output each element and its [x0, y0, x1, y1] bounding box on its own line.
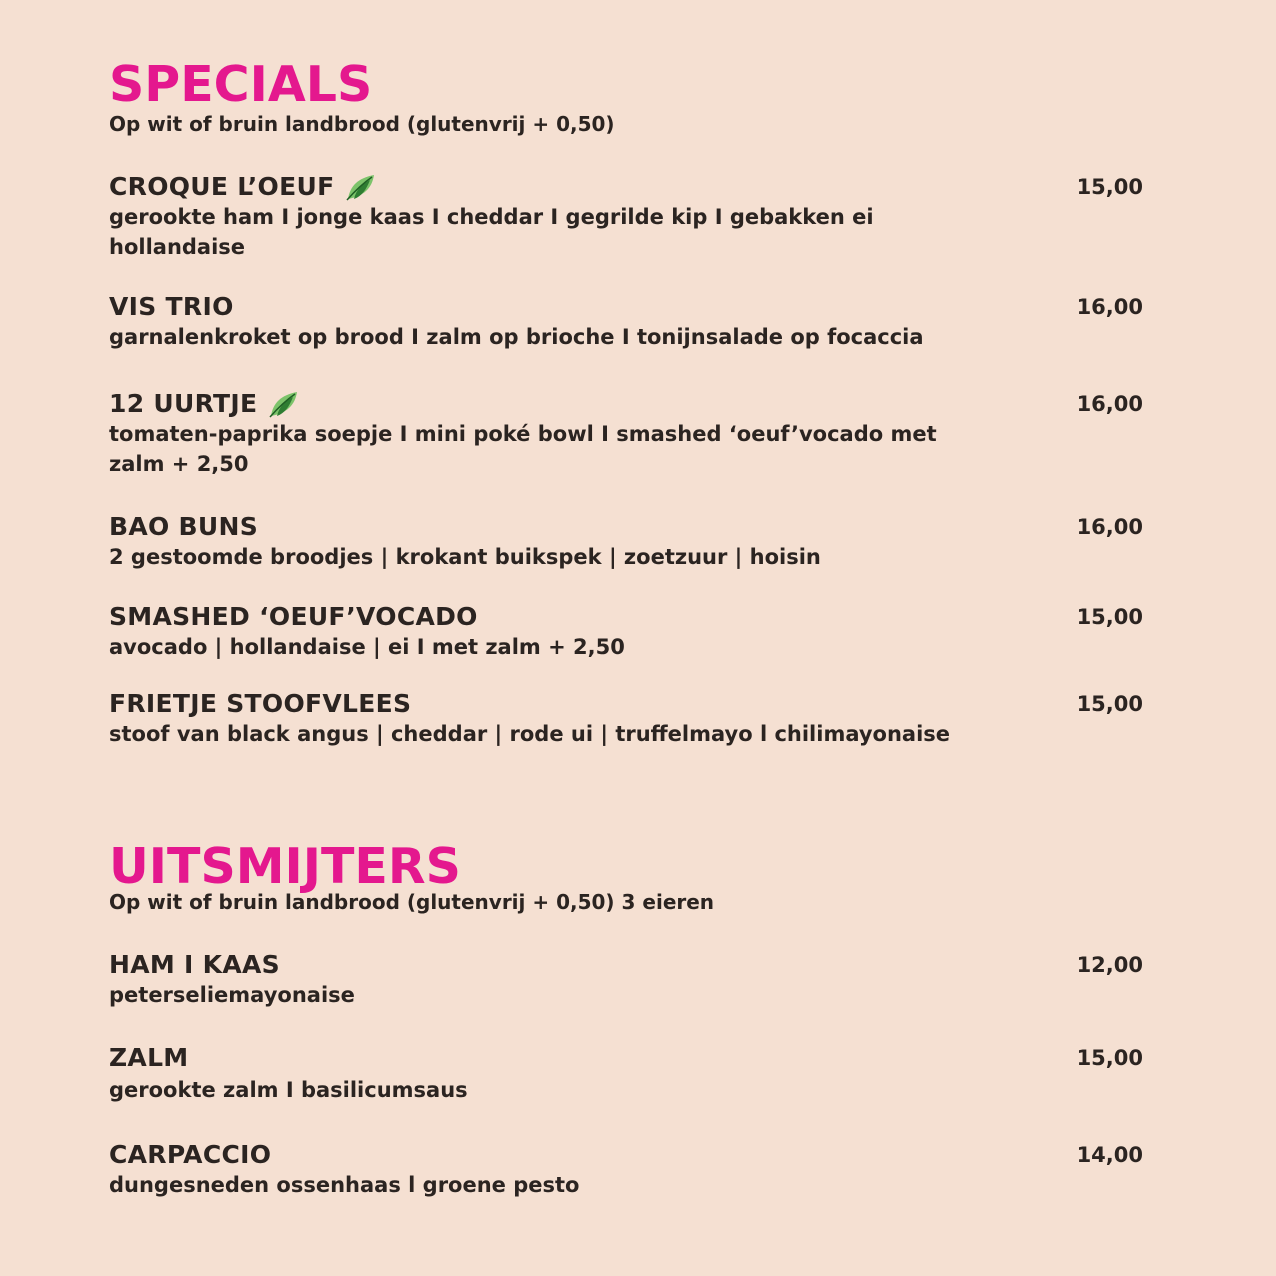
menu-item-12-uurtje: [109, 389, 1169, 479]
item-name: HAM I KAAS: [109, 950, 280, 979]
menu-item-bao-buns: [109, 512, 1169, 572]
item-name: BAO BUNS: [109, 512, 259, 541]
item-description: garnalenkroket op brood I zalm op brioche I tonijnsalade op focaccia: [109, 325, 924, 349]
item-description: peterseliemayonaise: [109, 983, 355, 1007]
menu-item-vis-trio: [109, 292, 1169, 352]
item-price: 15,00: [1076, 692, 1143, 716]
leaf-icon: [267, 389, 301, 419]
item-price: 16,00: [1076, 295, 1143, 319]
uitsmijters-title: UITSMIJTERS: [109, 838, 461, 895]
item-name: 12 UURTJE: [109, 389, 258, 418]
uitsmijters-subtitle: Op wit of bruin landbrood (glutenvrij + 0,50) 3 eieren: [109, 890, 715, 914]
specials-title: SPECIALS: [109, 56, 373, 113]
item-price: 16,00: [1076, 392, 1143, 416]
menu-item-frietje-stoofvlees: [109, 689, 1169, 749]
item-name: CARPACCIO: [109, 1140, 272, 1169]
item-name: SMASHED ‘OEUF’VOCADO: [109, 602, 478, 631]
item-price: 14,00: [1076, 1143, 1143, 1167]
menu-item-carpaccio: [109, 1140, 1169, 1200]
item-price: 15,00: [1076, 175, 1143, 199]
item-description: 2 gestoomde broodjes | krokant buikspek | zoetzuur | hoisin: [109, 545, 821, 569]
item-price: 15,00: [1076, 605, 1143, 629]
leaf-icon: [344, 172, 378, 202]
menu-item-ham-kaas: [109, 950, 1169, 1010]
menu-item-croque-loeuf: [109, 172, 1169, 262]
item-description: gerookte ham I jonge kaas I cheddar I gegrilde kip I gebakken ei hollandaise: [109, 205, 874, 259]
item-name: FRIETJE STOOFVLEES: [109, 689, 412, 718]
item-price: 15,00: [1076, 1046, 1143, 1070]
specials-subtitle: Op wit of bruin landbrood (glutenvrij + 0,50): [109, 112, 615, 136]
item-price: 16,00: [1076, 515, 1143, 539]
menu-item-zalm: [109, 1043, 1169, 1105]
item-description: avocado | hollandaise | ei I met zalm + 2,50: [109, 635, 625, 659]
item-name: CROQUE L’OEUF: [109, 172, 335, 201]
item-price: 12,00: [1076, 953, 1143, 977]
item-name: ZALM: [109, 1043, 189, 1072]
item-name: VIS TRIO: [109, 292, 234, 321]
item-description: stoof van black angus | cheddar | rode ui | truffelmayo l chilimayonaise: [109, 722, 951, 746]
item-description: dungesneden ossenhaas l groene pesto: [109, 1173, 580, 1197]
menu-item-smashed-oeufvocado: [109, 602, 1169, 662]
item-description: tomaten-paprika soepje I mini poké bowl I smashed ‘oeuf’vocado met zalm + 2,50: [109, 422, 937, 476]
item-description: gerookte zalm I basilicumsaus: [109, 1078, 468, 1102]
